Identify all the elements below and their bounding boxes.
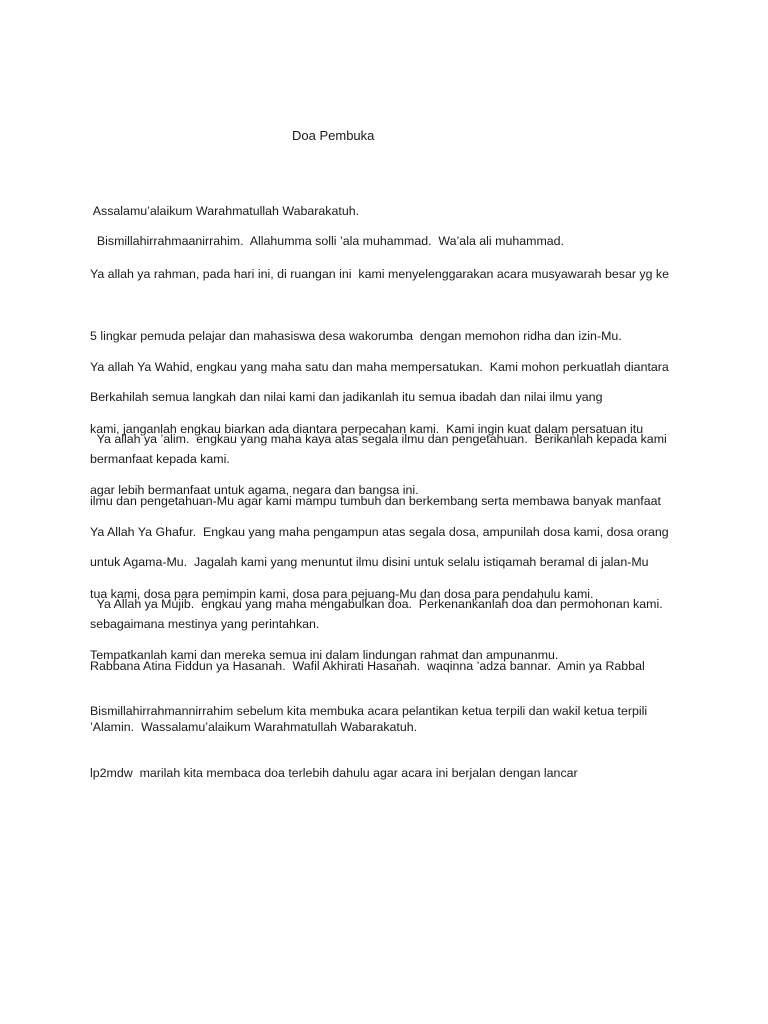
text-line: untuk Agama-Mu. Jagalah kami yang menuntut ilmu disini untuk selalu istiqamah beramal di jalan-Mu — [90, 555, 649, 569]
document-title: Doa Pembuka — [292, 128, 375, 143]
text-line: Ya Allah Ya Ghafur. Engkau yang maha pengampun atas segala dosa, ampunilah dosa kami, dosa orang — [90, 525, 669, 539]
text-line: Bismillahirrahmaanirrahim. Allahumma solli ’ala muhammad. Wa’ala ali muhammad. — [90, 234, 564, 248]
text-line: sebagaimana mestinya yang perintahkan. — [90, 616, 320, 631]
text-line: Berkahilah semua langkah dan nilai kami dan jadikanlah itu semua ibadah dan nilai ilmu yang — [90, 390, 603, 404]
text-line: Ya allah Ya Wahid, engkau yang maha satu dan maha mempersatukan. Kami mohon perkuatlah diantara — [90, 360, 669, 374]
paragraph-pelantikan — [90, 660, 690, 824]
text-line: agar lebih bermanfaat untuk agama, negara dan bangsa ini. — [90, 483, 419, 497]
text-line: Rabbana Atina Fiddun ya Hasanah. Wafil Akhirati Hasanah. waqinna ’adza bannar. Amin ya Rabbal — [90, 658, 645, 673]
text-line: Ya allah ya ’alim. engkau yang maha kaya atas segala ilmu dan pengetahuan. Berikanlah kepada kami — [90, 432, 667, 446]
text-line: ilmu dan pengetahuan-Mu agar kami mampu tumbuh dan berkembang serta membawa banyak manfaat — [90, 493, 661, 508]
text-line: ’Alamin. Wassalamu’alaikum Warahmatullah Wabarakatuh. — [90, 720, 418, 734]
text-line: Ya Allah ya Mujib. engkau yang maha mengabulkan doa. Perkenankanlah doa dan permohonan kami. — [90, 597, 663, 611]
text-line: Assalamu’alaikum Warahmatullah Wabarakatuh. — [90, 204, 360, 218]
text-line: tua kami, dosa para pemimpin kami, dosa para pejuang-Mu dan dosa para pendahulu kami. — [90, 586, 594, 601]
text-line: kami, janganlah engkau biarkan ada diantara perpecahan kami. Kami ingin kuat dalam persatuan itu — [90, 421, 644, 436]
text-line: Bismillahirrahmannirrahim sebelum kita membuka acara pelantikan ketua terpili dan wakil ketua terpili — [90, 704, 648, 718]
text-line: lp2mdw marilah kita membaca doa terlebih dahulu agar acara ini berjalan dengan lancar — [90, 765, 578, 780]
text-line: bermanfaat kepada kami. — [90, 451, 230, 466]
text-line: Tempatkanlah kami dan mereka semua ini dalam lindungan rahmat dan ampunanmu. — [90, 648, 559, 662]
text-line: Ya allah ya rahman, pada hari ini, di ruangan ini kami menyelenggarakan acara musyawarah besar yg ke — [90, 267, 670, 281]
text-line: 5 lingkar pemuda pelajar dan mahasiswa desa wakorumba dengan memohon ridha dan izin-Mu. — [90, 328, 622, 343]
